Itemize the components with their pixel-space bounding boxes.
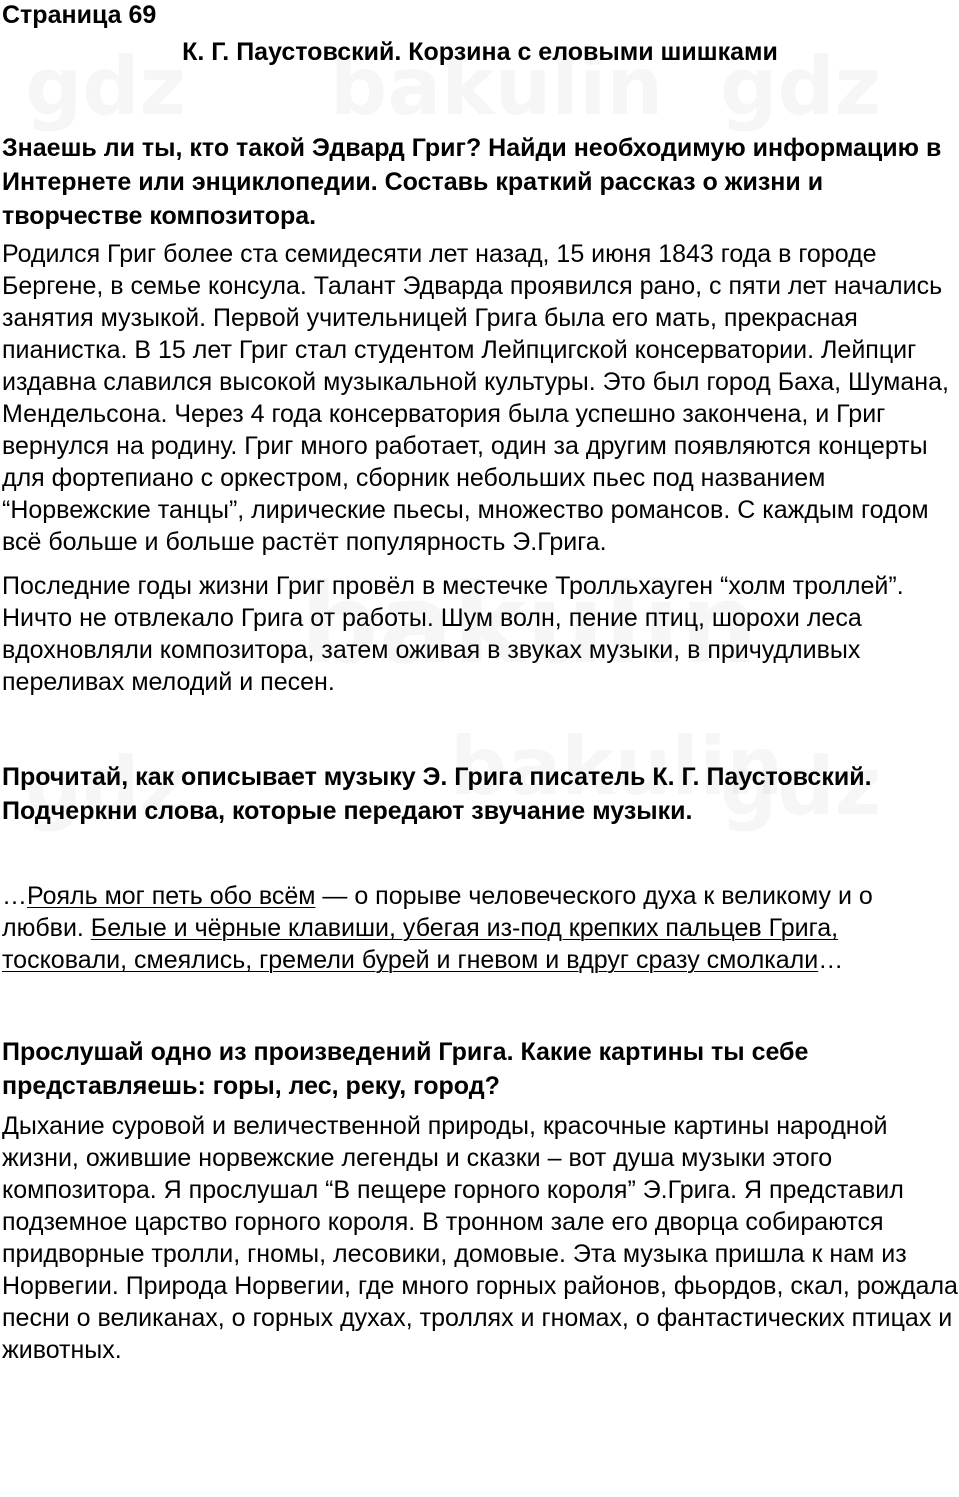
question-3: Прослушай одно из произведений Грига. Какие картины ты себе представляешь: горы, лес, реку, город? bbox=[2, 1038, 809, 1100]
page-title: К. Г. Паустовский. Корзина с еловыми шишками bbox=[182, 38, 778, 66]
quote-lead: … bbox=[2, 882, 27, 910]
page-content bbox=[2, 0, 958, 1366]
page-label: Страница 69 bbox=[2, 1, 157, 29]
question-2: Прочитай, как описывает музыку Э. Грига писатель К. Г. Паустовский. Подчеркни слова, которые передают звучание музыки. bbox=[2, 763, 872, 825]
question-1: Знаешь ли ты, кто такой Эдвард Григ? Найди необходимую информацию в Интернете или энциклопедии. Составь краткий рассказ о жизни и творчестве композитора. bbox=[2, 134, 942, 230]
quote-middle: — о порыве человеческого духа к великому и о любви. bbox=[2, 882, 873, 942]
underlined-phrase-2: Белые и чёрные клавиши, убегая из-под крепких пальцев Грига, тосковали, смеялись, гремели бурей и гневом и вдруг сразу смолкали bbox=[2, 914, 839, 974]
answer-1-paragraph-2: Последние годы жизни Григ провёл в местечке Тролльхауген “холм троллей”. Ничто не отвлекало Грига от работы. Шум волн, пение птиц, шорохи леса вдохновляли композитора, затем оживая в звуках музыки, в причудливых переливах мелодий и песен. bbox=[2, 572, 904, 696]
answer-3: Дыхание суровой и величественной природы, красочные картины народной жизни, ожившие норвежские легенды и сказки – вот душа музыки этого композитора. Я прослушал “В пещере горного короля” Э.Грига. Я представил подземное царство горного короля. В тронном зале его дворца собираются придворные тролли, гномы, лесовики, домовые. Эта музыка пришла к нам из Норвегии. Природа Норвегии, где много горных районов, фьордов, скал, рождала песни о великанах, о горных духах, троллях и гномах, о фантастических птицах и животных. bbox=[2, 1112, 958, 1364]
quote-tail: … bbox=[818, 946, 844, 974]
quote-passage bbox=[2, 880, 958, 976]
answer-1-paragraph-1: Родился Григ более ста семидесяти лет назад, 15 июня 1843 года в городе Бергене, в семье консула. Талант Эдварда проявился рано, с пяти лет начались занятия музыкой. Первой учительницей Грига была его мать, прекрасная пианистка. В 15 лет Григ стал студентом Лейпцигской консерватории. Лейпциг издавна славился высокой музыкальной культуры. Это был город Баха, Шумана, Мендельсона. Через 4 года консерватория была успешно закончена, и Григ вернулся на родину. Григ много работает, один за другим появляются концерты для фортепиано с оркестром, сборник небольших пьес под названием “Норвежские танцы”, лирические пьесы, множество романсов. С каждым годом всё больше и больше растёт популярность Э.Грига. bbox=[2, 240, 949, 556]
underlined-phrase-1: Рояль мог петь обо всём bbox=[27, 882, 316, 910]
